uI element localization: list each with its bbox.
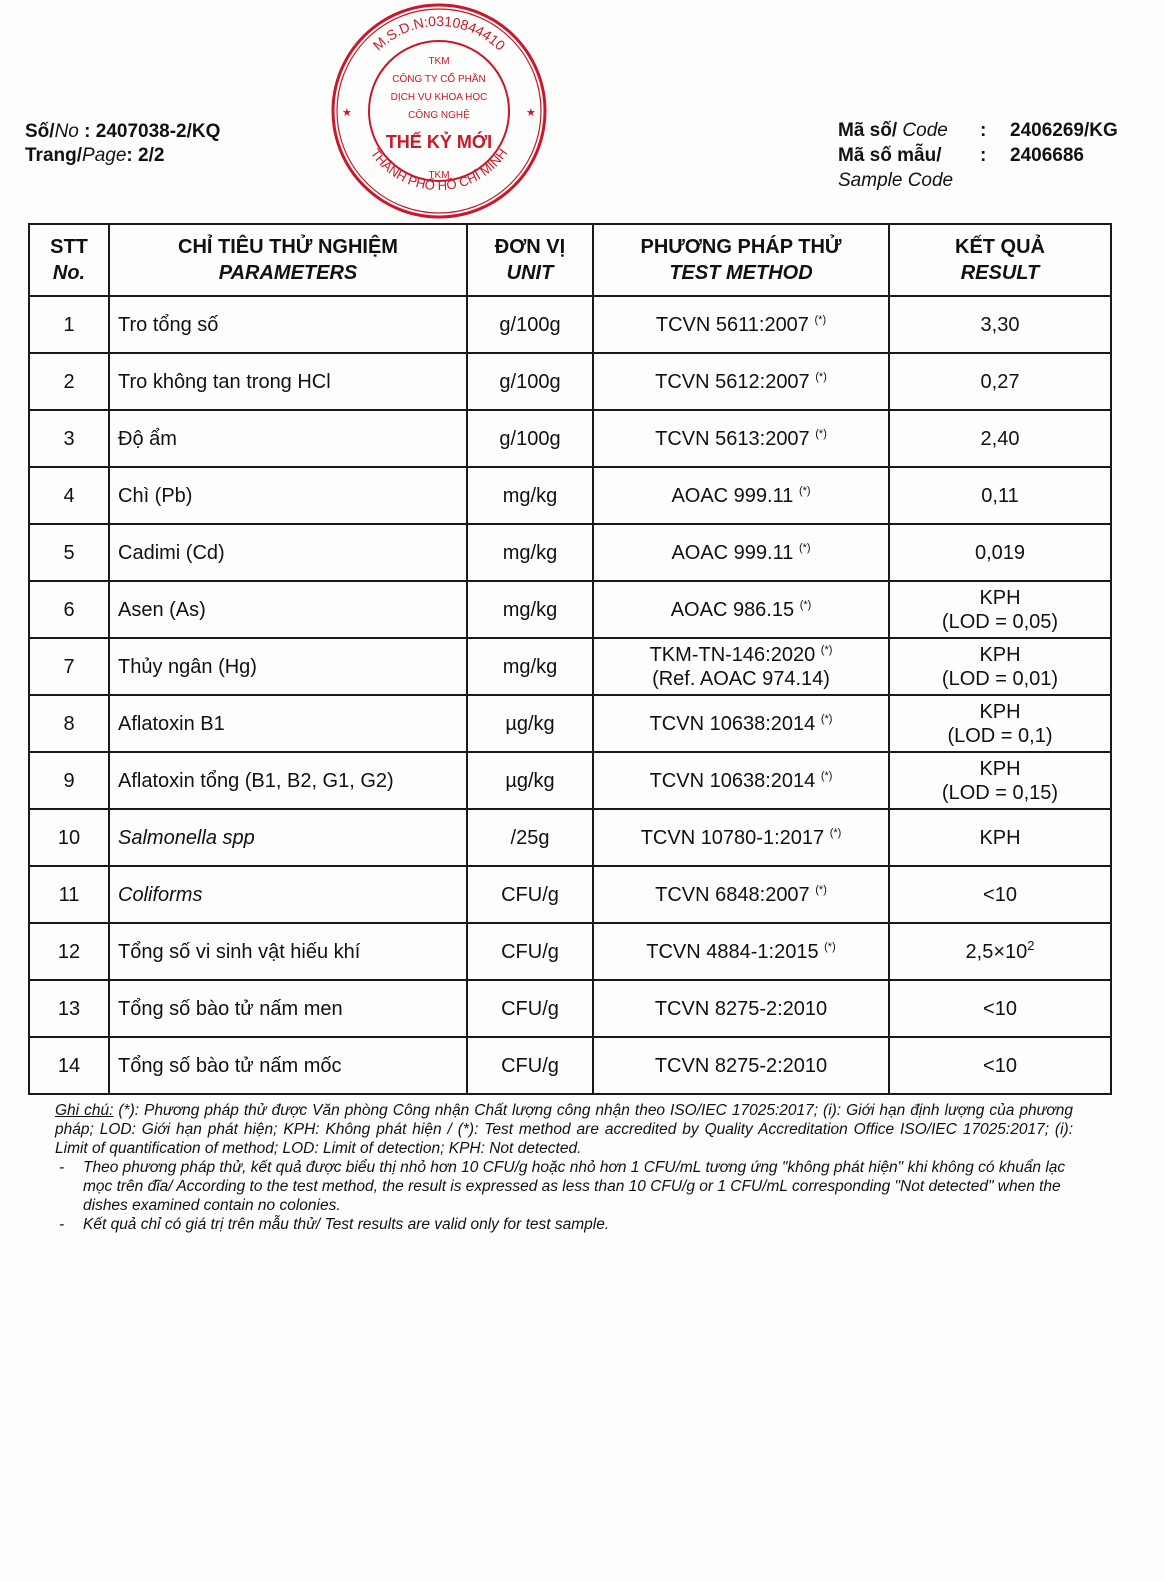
table-row [29, 296, 1111, 353]
accredited-mark: (*) [824, 940, 836, 953]
report-number-line [25, 120, 220, 144]
cell-result: <10 [889, 980, 1111, 1037]
notes-bullet-1: - Theo phương pháp thử, kết quả được biểu thị nhỏ hơn 10 CFU/g hoặc nhỏ hơn 1 CFU/mL tương ứng "không phát hiện" khi không có khuẩn lạc mọc trên đĩa/ According to the test method, the result is expressed as less than 10 CFU/g or 1 CFU/mL corresponding "Not detected" when the dishes examined contain no colonies. [59, 1159, 1066, 1214]
table-header-row [29, 224, 1111, 296]
accredited-mark: (*) [820, 712, 833, 725]
page-number-line: Trang/Page: 2/2 [25, 145, 165, 166]
table-row [29, 866, 1111, 923]
code-line: Mã số/ Code : 2406269/KG [838, 120, 1118, 141]
cell-unit: CFU/g [467, 1037, 593, 1094]
cell-unit: g/100g [467, 296, 593, 353]
cell-test-method: TCVN 10638:2014 (*) [593, 695, 889, 752]
sample-code-label-en: Sample Code [838, 170, 954, 191]
table-row [29, 809, 1111, 866]
cell-test-method: TCVN 8275-2:2010 [593, 1037, 889, 1094]
accredited-mark: (*) [798, 484, 811, 497]
cell-no: 11 [29, 866, 109, 923]
accredited-mark: (*) [814, 313, 827, 326]
cell-test-method: TCVN 6848:2007 (*) [593, 866, 889, 923]
cell-result: KPH (LOD = 0,1) [889, 695, 1111, 752]
header-test-method: PHƯƠNG PHÁP THỬ TEST METHOD [593, 224, 889, 296]
accredited-mark: (*) [820, 769, 833, 782]
stamp-right-mark: TKM [428, 170, 450, 181]
cell-unit: mg/kg [467, 638, 593, 695]
star-icon: ★ [526, 107, 536, 119]
cell-result: 0,019 [889, 524, 1111, 581]
accredited-mark: (*) [829, 826, 842, 839]
table-row [29, 638, 1111, 695]
report-number: 2407038-2/KQ [95, 121, 221, 142]
cell-parameter: Tổng số bào tử nấm men [109, 980, 467, 1037]
code-label: Mã số/ Code [838, 120, 948, 141]
cell-test-method: AOAC 986.15 (*) [593, 581, 889, 638]
cell-parameter: Chì (Pb) [109, 467, 467, 524]
cell-result: 3,30 [889, 296, 1111, 353]
cell-parameter: Coliforms [109, 866, 467, 923]
table-row [29, 752, 1111, 809]
cell-test-method: TKM-TN-146:2020 (*) (Ref. AOAC 974.14) [593, 638, 889, 695]
stamp-line-4: THẾ KỶ MỚI [385, 132, 493, 152]
cell-result: 0,27 [889, 353, 1111, 410]
stamp-outer-ring [333, 5, 545, 217]
cell-result: KPH [889, 809, 1111, 866]
cell-test-method: AOAC 999.11 (*) [593, 524, 889, 581]
sample-code-line: Mã số mẫu/ : 2406686 [838, 145, 1084, 166]
cell-result: 2,40 [889, 410, 1111, 467]
accredited-mark: (*) [815, 883, 827, 896]
table-body [29, 296, 1111, 1094]
cell-unit: µg/kg [467, 752, 593, 809]
cell-unit: mg/kg [467, 524, 593, 581]
cell-no: 2 [29, 353, 109, 410]
stamp-outer-ring-inner [337, 9, 541, 213]
cell-unit: mg/kg [467, 581, 593, 638]
cell-parameter: Aflatoxin tổng (B1, B2, G1, G2) [109, 752, 467, 809]
cell-no: 7 [29, 638, 109, 695]
cell-test-method: TCVN 4884-1:2015 (*) [593, 923, 889, 980]
table-row [29, 923, 1111, 980]
accredited-mark: (*) [820, 643, 833, 656]
cell-result: KPH (LOD = 0,05) [889, 581, 1111, 638]
stamp-inner-ring [369, 41, 509, 181]
cell-unit: g/100g [467, 353, 593, 410]
cell-result: <10 [889, 866, 1111, 923]
accredited-mark: (*) [799, 598, 812, 611]
cell-no: 6 [29, 581, 109, 638]
cell-no: 1 [29, 296, 109, 353]
cell-result: $2,5\times 10^2$ [889, 923, 1111, 980]
header-unit: ĐƠN VỊ UNIT [467, 224, 593, 296]
table-row [29, 581, 1111, 638]
stamp-ring-top-text: M.S.D.N:0310844410 [369, 12, 509, 54]
sample-code-value: 2406686 [1010, 145, 1084, 166]
cell-result: KPH (LOD = 0,15) [889, 752, 1111, 809]
notes-main: Ghi chú: (*): Phương pháp thử được Văn phòng Công nhận Chất lượng công nhận theo ISO/IEC 17025:2017; (i): Giới hạn định lượng của phương pháp; LOD: Giới hạn phát hiện; KPH: Không phát hiện / (*): Test method are accredited by Quality Accreditation Office ISO/IEC 17025:2017; (i): Limit of quantification of method; LOD: Limit of detection; KPH: Not detected. [55, 1102, 1073, 1157]
header-no: STT No. [29, 224, 109, 296]
cell-unit: CFU/g [467, 923, 593, 980]
accredited-mark: (*) [815, 370, 827, 383]
cell-result: 0,11 [889, 467, 1111, 524]
code-value: 2406269/KG [1010, 120, 1118, 141]
cell-parameter: Tổng số bào tử nấm mốc [109, 1037, 467, 1094]
cell-test-method: AOAC 999.11 (*) [593, 467, 889, 524]
company-stamp [330, 2, 548, 220]
cell-unit: µg/kg [467, 695, 593, 752]
stamp-line-3: CÔNG NGHỆ [408, 110, 470, 121]
cell-parameter: Độ ẩm [109, 410, 467, 467]
stamp-line-2: DỊCH VỤ KHOA HỌC [390, 92, 488, 103]
page-label: Trang/Page [25, 145, 127, 166]
cell-parameter: Salmonella spp [109, 809, 467, 866]
table-row [29, 695, 1111, 752]
report-number-colon: : [84, 121, 91, 142]
notes-section [55, 1101, 1073, 1234]
report-header-left [25, 120, 220, 168]
stamp-left-mark: TKM [428, 56, 450, 67]
page-number: 2/2 [138, 145, 165, 166]
table-row [29, 524, 1111, 581]
table-row [29, 467, 1111, 524]
cell-unit: mg/kg [467, 467, 593, 524]
cell-parameter: Tổng số vi sinh vật hiếu khí [109, 923, 467, 980]
sample-code-label: Mã số mẫu/ [838, 145, 942, 166]
cell-test-method: TCVN 10780-1:2017 (*) [593, 809, 889, 866]
table-row [29, 980, 1111, 1037]
cell-parameter: Tro không tan trong HCl [109, 353, 467, 410]
cell-no: 13 [29, 980, 109, 1037]
cell-test-method: TCVN 10638:2014 (*) [593, 752, 889, 809]
cell-test-method: TCVN 5613:2007 (*) [593, 410, 889, 467]
notes-bullet-2: - Kết quả chỉ có giá trị trên mẫu thử/ Test results are valid only for test sample. [59, 1216, 610, 1233]
cell-no: 8 [29, 695, 109, 752]
cell-result: KPH (LOD = 0,01) [889, 638, 1111, 695]
cell-parameter: Aflatoxin B1 [109, 695, 467, 752]
header-parameters: CHỈ TIÊU THỬ NGHIỆM PARAMETERS [109, 224, 467, 296]
accredited-mark: (*) [815, 427, 827, 440]
cell-unit: CFU/g [467, 980, 593, 1037]
stamp-ring-bottom-text: THÀNH PHỐ HỒ CHÍ MINH [367, 145, 511, 194]
cell-no: 4 [29, 467, 109, 524]
cell-unit: CFU/g [467, 866, 593, 923]
cell-unit: g/100g [467, 410, 593, 467]
cell-parameter: Thủy ngân (Hg) [109, 638, 467, 695]
cell-test-method: TCVN 5612:2007 (*) [593, 353, 889, 410]
cell-parameter: Tro tổng số [109, 296, 467, 353]
cell-unit: /25g [467, 809, 593, 866]
cell-test-method: TCVN 5611:2007 (*) [593, 296, 889, 353]
cell-no: 9 [29, 752, 109, 809]
header-result: KẾT QUẢ RESULT [889, 224, 1111, 296]
results-table [28, 223, 1112, 1095]
table-row [29, 1037, 1111, 1094]
star-icon: ★ [342, 107, 352, 119]
cell-test-method: TCVN 8275-2:2010 [593, 980, 889, 1037]
accredited-mark: (*) [798, 541, 811, 554]
cell-no: 12 [29, 923, 109, 980]
cell-no: 14 [29, 1037, 109, 1094]
cell-no: 10 [29, 809, 109, 866]
stamp-line-1: CÔNG TY CỔ PHẦN [392, 74, 486, 85]
cell-parameter: Cadimi (Cd) [109, 524, 467, 581]
cell-parameter: Asen (As) [109, 581, 467, 638]
report-header-right [838, 118, 1118, 193]
report-number-label: Số/No [25, 121, 79, 142]
table-row [29, 410, 1111, 467]
cell-no: 5 [29, 524, 109, 581]
table-row [29, 353, 1111, 410]
cell-no: 3 [29, 410, 109, 467]
cell-result: <10 [889, 1037, 1111, 1094]
notes-title: Ghi chú: [55, 1102, 114, 1119]
